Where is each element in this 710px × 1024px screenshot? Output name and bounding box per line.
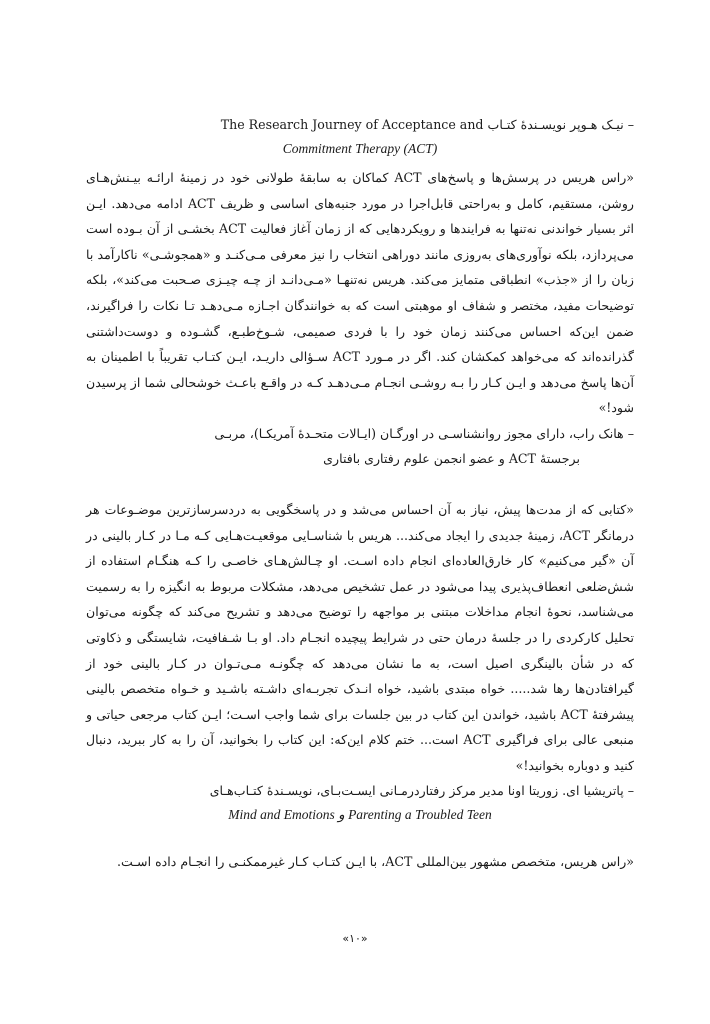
attribution-hank-robb-line2: برجستۀ ACT و عضو انجمن علوم رفتاری بافتاری	[323, 450, 580, 466]
attribution-book-title: Commitment Therapy (ACT)	[282, 141, 438, 156]
attribution-hank-robb-line1: – هانک راب، دارای مجوز روانشناسـی در اورگـان (ایـالات متحـدۀ آمریکـا)، مربـی	[214, 425, 634, 441]
quote-paragraph-2: «کتابی که از مدت‌ها پیش، نیاز به آن احساس می‌شد و در پاسخگویی به دردسرسازترین موضـوعات هر درمانگر ACT، زمینۀ جدیدی را ایجاد می‌کند... هریس با شناسـایی موقعیـت‌هـایی کـه مـا در کـار بالینی در آن «گیر می‌کنیم» کار خارق‌العاده‌ای انجام داده اسـت. او چـالش‌هـای خاصـی را کـه هنگـام استفاده از شش‌ضلعی انعطاف‌پذیری پیدا می‌شود در عمل تشخیص می‌دهد، مشکلات مربوط به انگیزه را به رسمیت می‌شناسد، نحوۀ انجام مداخلات مبتنی بر مواجهه را توضیح می‌دهد و تشریح می‌کند که چگونه می‌توان تحلیل کارکردی را در جلسۀ درمان حتی در شرایط پیچیده انجـام داد. او بـا شـفافیت، شایستگی و ذکاوتی که در شأن بالینگری اصیل است، به ما نشان می‌دهد که چگونـه مـی‌تـوان در کـار بالینی خود از گیرافتادن‌ها رها شد..... خواه مبتدی باشید، خواه انـدک تجربـه‌ای داشـته باشـید و خـواه متخصص بالینی پیشرفتۀ ACT باشید، خواندن این کتاب در بین جلسات برای شما واجب اسـت؛ ایـن کتاب مرجعی حیاتی و منبعی عالی برای فراگیری ACT است... ختم کلام این‌که: این کتاب را بخوانید، آن را به کار ببرید، دنبال کنید و دوباره بخوانید!»	[86, 501, 635, 773]
quote-paragraph-1: «راس هریس در پرسش‌ها و پاسخ‌های ACT کماکان به سابقۀ طولانی خود در زمینۀ ارائـه بیـنش‌هـای روشن، مستقیم، کامل و به‌راحتی قابل‌اجرا در مورد جنبه‌های اساسی و ظریف ACT ادامه می‌دهد. ایـن اثر بسیار خواندنی نه‌تنها به فرایندها و رویکردهایی که از زمان آغاز فعالیت ACT بخشـی از آن بـوده است می‌پردازد، بلکه نوآوری‌های به‌روزی مانند دوراهی انتخاب را نیز معرفی مـی‌کنـد و «همجوشـی» ناکارآمد با زبان را از «جذب» انطباقی متمایز می‌کند. هریس نه‌تنهـا «مـی‌دانـد از چـه چیـزی صـحبت می‌کند»، بلکه توضیحات مفید، مختصر و شفاف او موهبتی است که به خوانندگان اجـازه مـی‌دهـد تـا نکات را فراگیرند، ضمن این‌که احساس می‌کنند زمان خود را با فردی صمیمی، شـوخ‌طبـع، گشـوده و دوست‌داشتنی گذرانده‌اند که می‌خواهد کمکشان کند. اگر در مـورد ACT سـؤالی داریـد، ایـن کتـاب تقریباً با اطمینان به آن‌ها پاسخ می‌دهد و ایـن کـار را بـه روشـی انجـام مـی‌دهـد کـه در واقـع باعـث خوشحالی شما از پرسیدن شود!»	[86, 170, 635, 416]
quote-paragraph-3: «راس هریس، متخصص مشهور بین‌المللی ACT، با ایـن کتـاب کـار غیرممکنـی را انجـام داده اسـت.	[116, 854, 634, 870]
attribution-nick-hooper: – نیـک هـوپر نویسـندۀ کتـاب The Research Journey of Acceptance and	[220, 117, 634, 132]
page-number: «۱۰»	[342, 932, 368, 945]
attribution-patricia-zurita-line1: – پاتریشیا ای. زوریتا اونا مدیر مرکز رفتاردرمـانی ایسـت‌بـای، نویسـندۀ کتـاب‌هـای	[209, 783, 634, 799]
page-content	[86, 112, 634, 875]
attribution-patricia-zurita-books: Mind and Emotions و Parenting a Troubled Teen	[228, 807, 492, 823]
